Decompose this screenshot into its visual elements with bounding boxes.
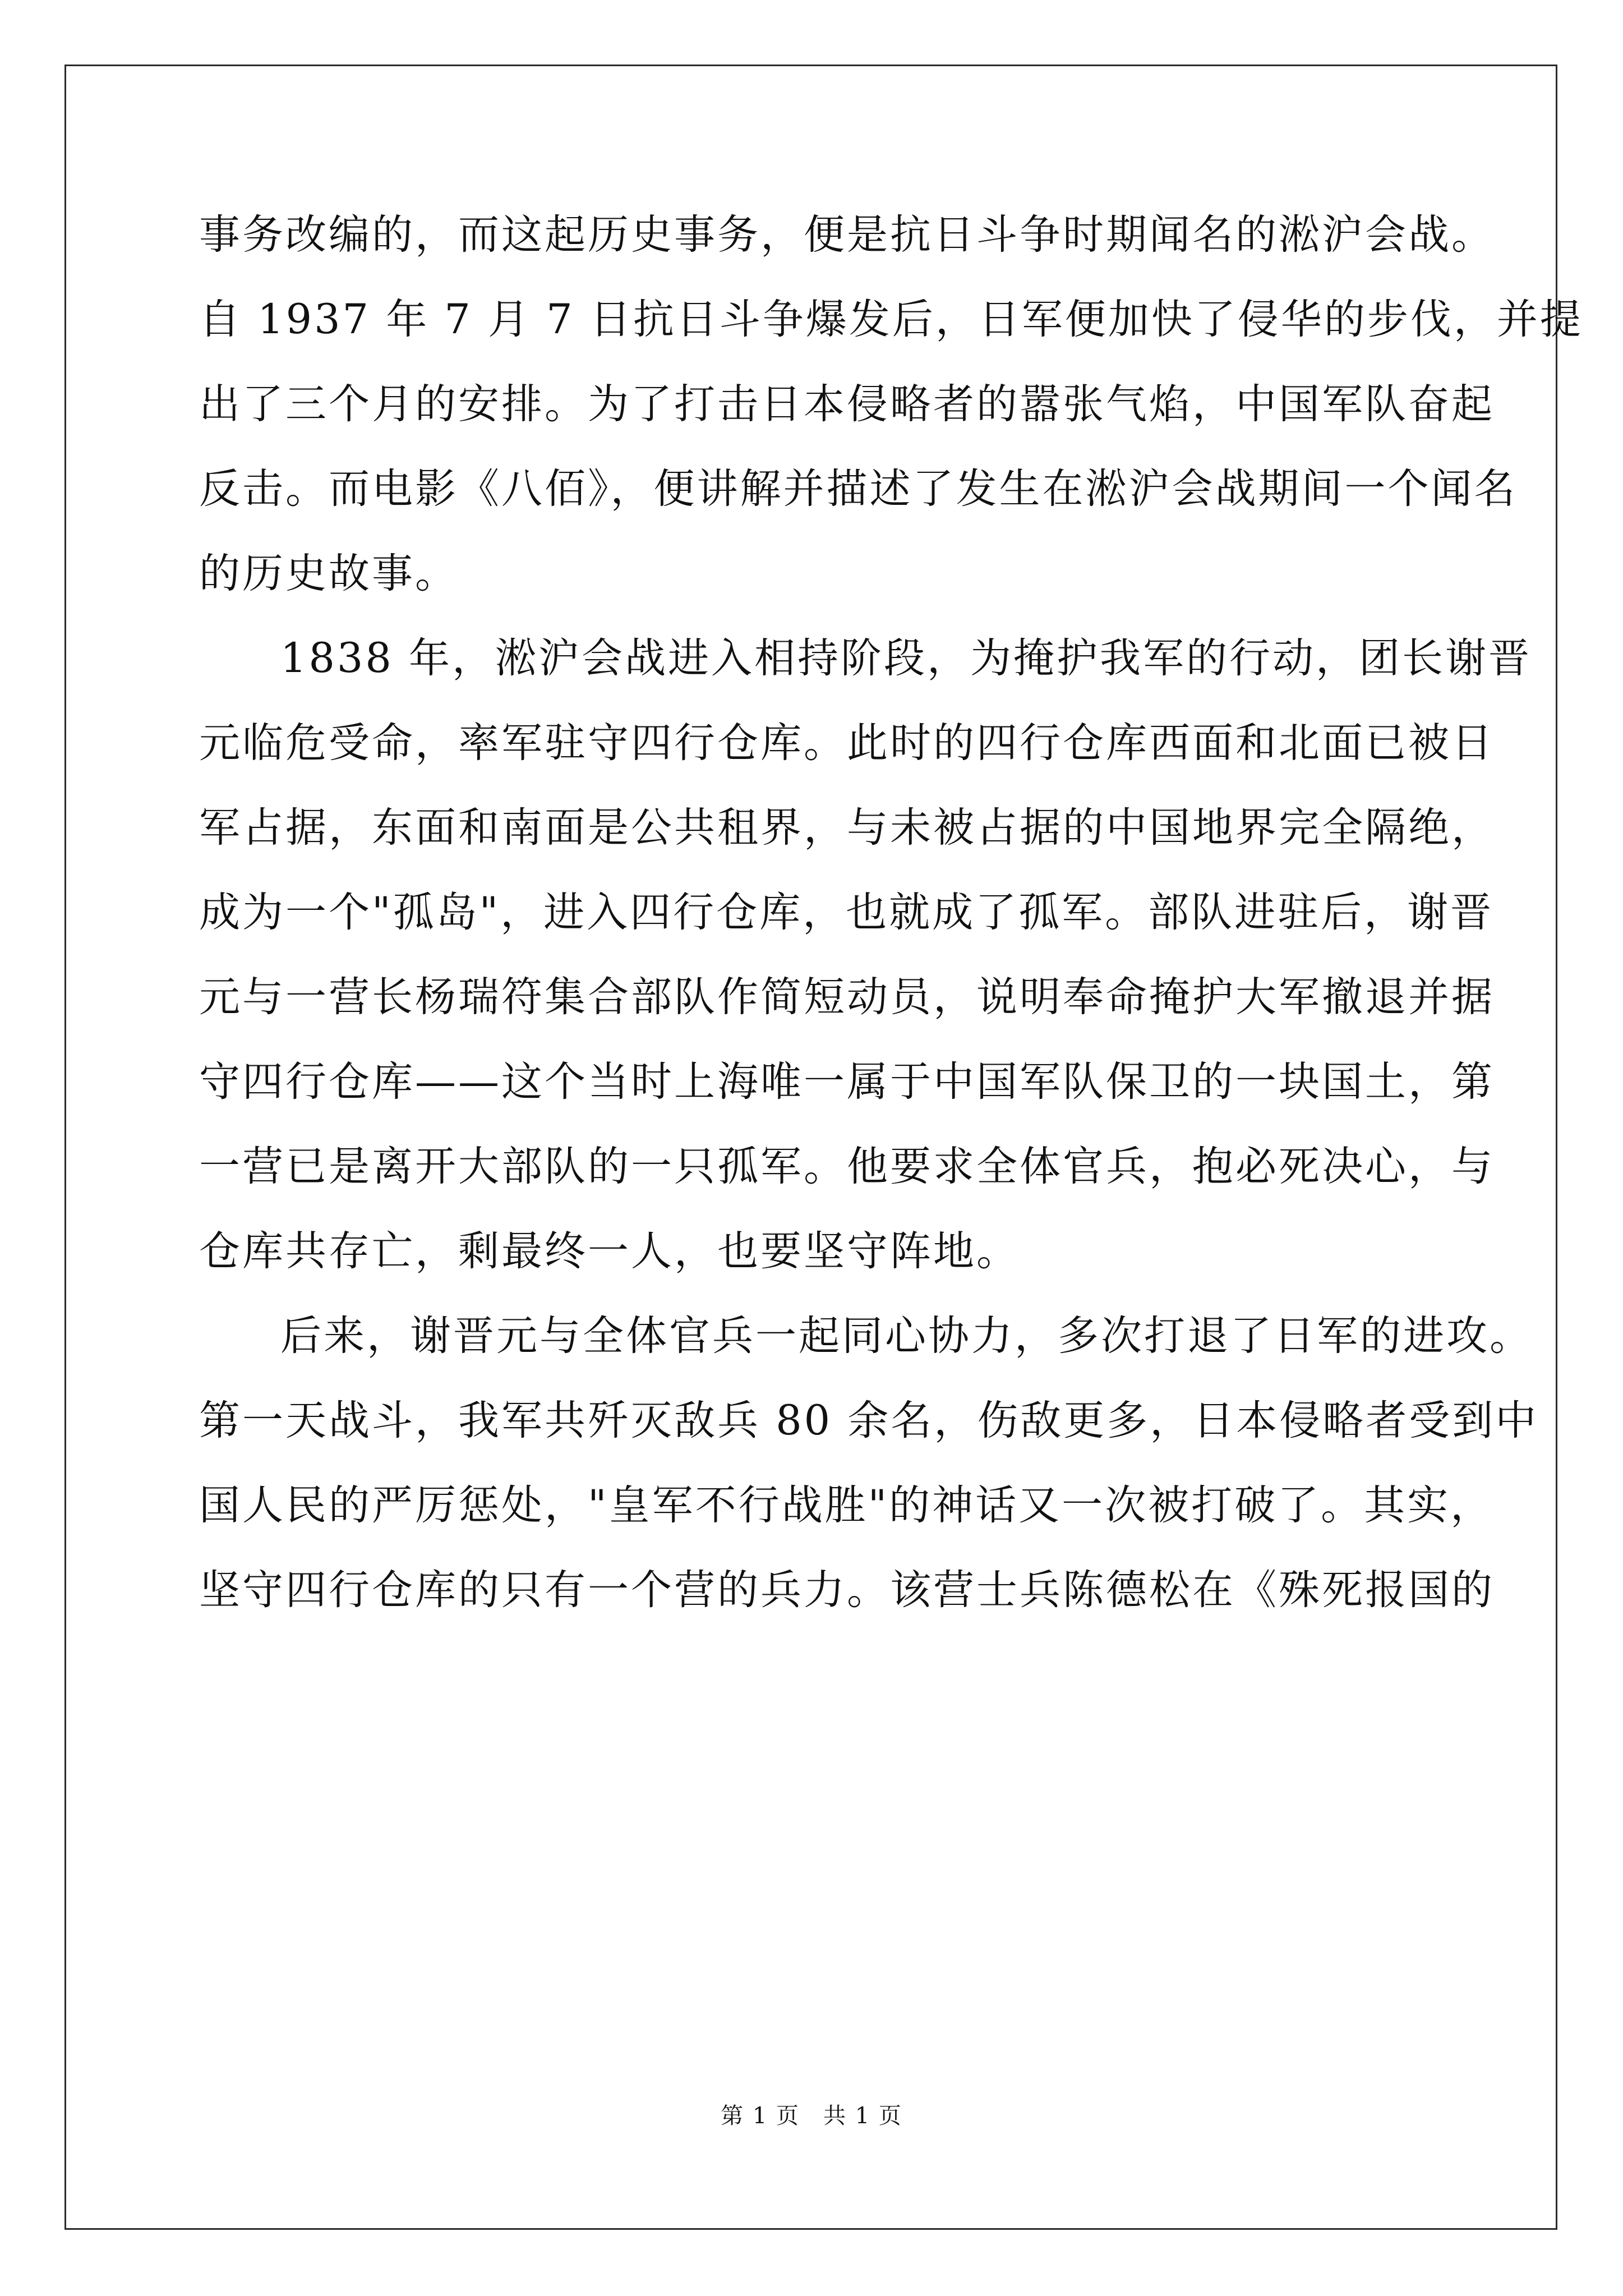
text-line: 国人民的严厉惩处，"皇军不行战胜"的神话又一次被打破了。其实， [199,1481,1494,1529]
text-line: 反击。而电影《八佰》，便讲解并描述了发生在淞沪会战期间一个闻名 [199,465,1518,513]
text-line: 守四行仓库——这个当时上海唯一属于中国军队保卫的一块国土，第 [199,1058,1495,1106]
text-line: 第一天战斗，我军共歼灭敌兵 80 余名，伤敌更多，日本侵略者受到中 [199,1397,1539,1444]
text-line: 成为一个"孤岛"，进入四行仓库，也就成了孤军。部队进驻后，谢晋 [199,889,1494,936]
text-line: 元与一营长杨瑞符集合部队作简短动员，说明奉命掩护大军撤退并据 [199,973,1495,1021]
page-number: 第 1 页 共 1 页 [721,2103,902,2129]
text-line: 一营已是离开大部队的一只孤军。他要求全体官兵，抱必死决心，与 [199,1143,1495,1190]
text-line: 元临危受命，率军驻守四行仓库。此时的四行仓库西面和北面已被日 [199,719,1495,767]
text-line: 坚守四行仓库的只有一个营的兵力。该营士兵陈德松在《殊死报国的 [199,1566,1495,1614]
text-line: 军占据，东面和南面是公共租界，与未被占据的中国地界完全隔绝， [199,804,1495,852]
text-line: 的历史故事。 [199,550,458,597]
text-line: 事务改编的，而这起历史事务，便是抗日斗争时期闻名的淞沪会战。 [199,211,1495,259]
text-line: 后来，谢晋元与全体官兵一起同心协力，多次打退了日军的进攻。 [280,1312,1533,1360]
text-line: 出了三个月的安排。为了打击日本侵略者的嚣张气焰，中国军队奋起 [199,380,1495,428]
text-line: 仓库共存亡，剩最终一人，也要坚守阵地。 [199,1227,1020,1275]
text-line: 自 1937 年 7 月 7 日抗日斗争爆发后，日军便加快了侵华的步伐，并提 [199,296,1583,343]
text-line: 1838 年，淞沪会战进入相持阶段，为掩护我军的行动，团长谢晋 [280,634,1532,682]
